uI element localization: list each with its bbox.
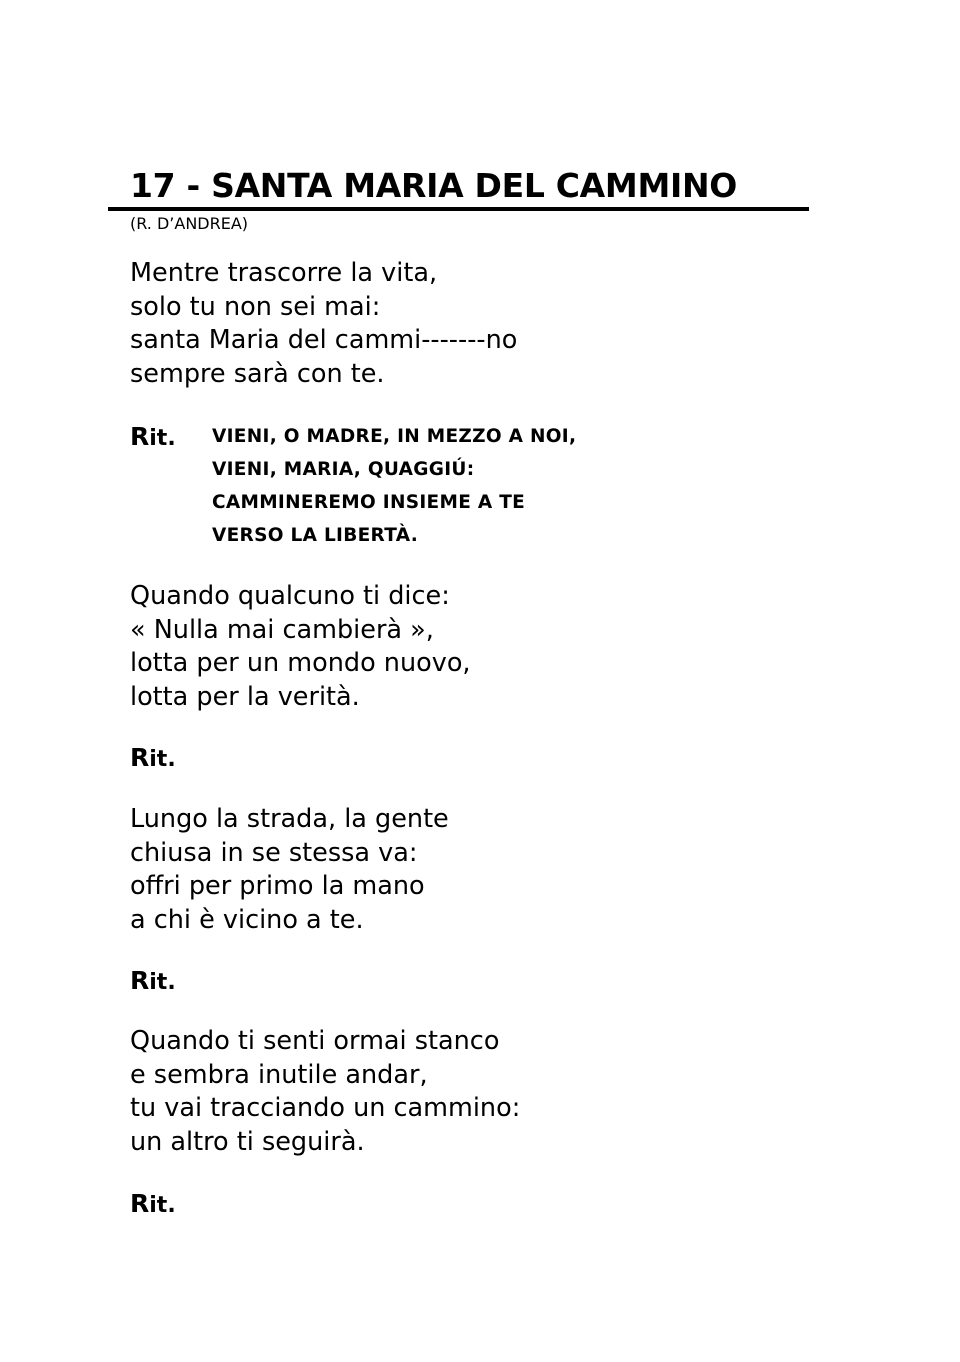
stanza-4 (130, 1025, 520, 1159)
stanza-line: un altro ti seguirà. (130, 1126, 365, 1157)
stanza-line: solo tu non sei mai: (130, 291, 381, 322)
song-author: (R. D’ANDREA) (130, 214, 249, 233)
stanza-line: Quando ti senti ormai stanco (130, 1026, 500, 1056)
stanza-2 (130, 580, 471, 714)
stanza-line: Mentre trascorre la vita, (130, 258, 438, 288)
stanza-line: sempre sarà con te. (130, 358, 385, 389)
refrain-line: CAMMINEREMO INSIEME A TE (212, 492, 526, 513)
stanza-line: e sembra inutile andar, (130, 1059, 428, 1090)
stanza-line: offri per primo la mano (130, 871, 425, 901)
stanza-line: lotta per la verità. (130, 681, 360, 712)
refrain-line: VIENI, O MADRE, IN MEZZO A NOI, (212, 426, 577, 447)
refrain-text (212, 420, 576, 552)
refrain-reference: Rit. (130, 1189, 176, 1218)
stanza-3 (130, 803, 449, 937)
refrain-line: VERSO LA LIBERTÀ. (212, 525, 419, 546)
stanza-line: chiusa in se stessa va: (130, 837, 418, 868)
refrain-line: VIENI, MARIA, QUAGGIÚ: (212, 459, 475, 480)
stanza-1 (130, 257, 517, 391)
stanza-line: lotta per un mondo nuovo, (130, 648, 471, 678)
stanza-line: « Nulla mai cambierà », (130, 614, 434, 645)
refrain-label: Rit. (130, 422, 176, 451)
refrain-reference: Rit. (130, 966, 176, 995)
song-title: 17 - SANTA MARIA DEL CAMMINO (130, 166, 738, 205)
stanza-line: santa Maria del cammi-------no (130, 325, 518, 355)
stanza-line: Quando qualcuno ti dice: (130, 581, 450, 611)
title-underline (108, 207, 809, 211)
refrain-reference: Rit. (130, 743, 176, 772)
stanza-line: a chi è vicino a te. (130, 904, 364, 935)
stanza-line: Lungo la strada, la gente (130, 804, 449, 834)
stanza-line: tu vai tracciando un cammino: (130, 1093, 521, 1123)
